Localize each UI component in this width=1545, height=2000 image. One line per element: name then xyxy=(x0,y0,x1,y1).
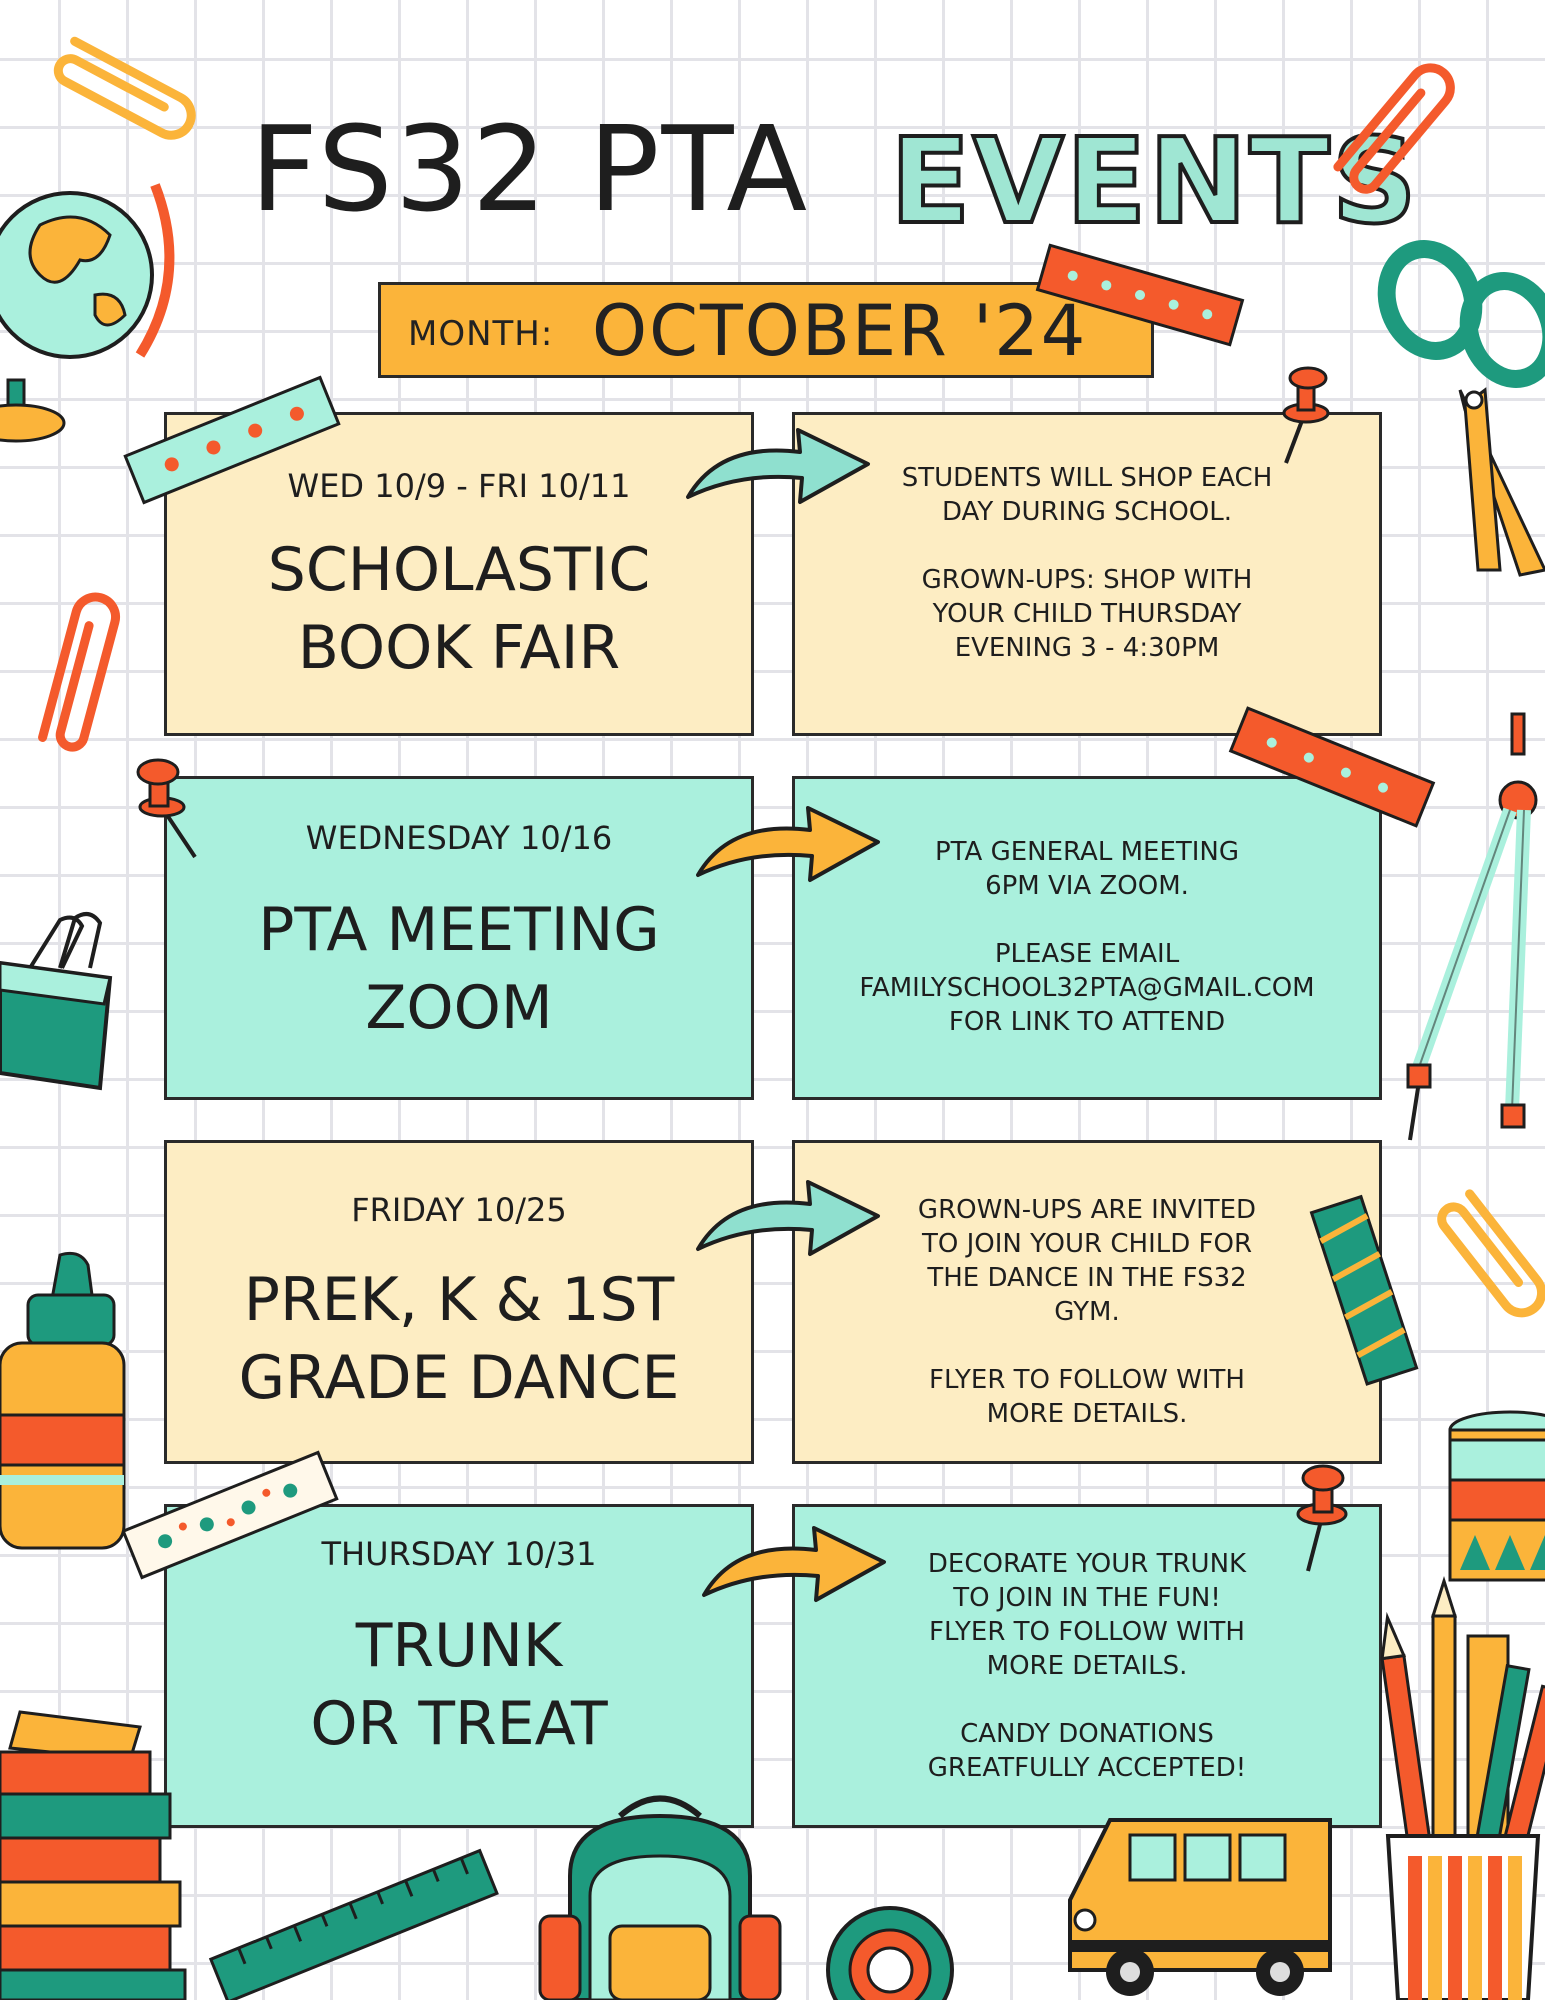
paperclip-icon xyxy=(1440,1180,1545,1330)
tape-roll-icon xyxy=(1440,1410,1545,1610)
event-date: FRIDAY 10/25 xyxy=(351,1191,567,1229)
event-title: TRUNK OR TREAT xyxy=(310,1611,608,1759)
arrow-icon xyxy=(690,1164,890,1264)
arrow-icon xyxy=(680,412,880,512)
ruler-icon xyxy=(200,1860,500,2000)
month-value: OCTOBER '24 xyxy=(592,290,1088,372)
pushpin-icon xyxy=(1268,358,1338,468)
scissors-icon xyxy=(1370,240,1545,580)
washi-tape-icon xyxy=(110,1450,350,1580)
pencil-cup-icon xyxy=(1378,1596,1545,2000)
books-icon xyxy=(0,1712,200,2000)
washi-tape-icon xyxy=(1310,1190,1420,1390)
title-main: FS32 PTA xyxy=(250,100,810,238)
binder-clip-icon xyxy=(0,908,130,1098)
event-details-text: GROWN-UPS ARE INVITED TO JOIN YOUR CHILD FOR THE DANCE IN THE FS32 GYM. FLYER TO FOLLOW WITH MORE DETAILS. xyxy=(917,1195,1257,1429)
paperclip-icon xyxy=(1320,40,1470,220)
compass-icon xyxy=(1400,710,1540,1150)
globe-icon xyxy=(0,165,190,465)
month-label: MONTH: xyxy=(408,314,554,354)
backpack-icon xyxy=(540,1786,780,2000)
school-bus-icon xyxy=(1050,1800,1350,2000)
event-card-3 xyxy=(164,1140,754,1464)
glue-bottle-icon xyxy=(0,1245,130,1555)
arrow-icon xyxy=(696,1510,896,1610)
event-card-2 xyxy=(164,776,754,1100)
event-date: THURSDAY 10/31 xyxy=(321,1535,597,1573)
event-details-text: DECORATE YOUR TRUNK TO JOIN IN THE FUN! FLYER TO FOLLOW WITH MORE DETAILS. CANDY DONATIONS GREATFULLY ACCEPTED! xyxy=(927,1549,1247,1783)
tape-roll-icon xyxy=(820,1900,960,2000)
event-details-text: PTA GENERAL MEETING 6PM VIA ZOOM. PLEASE EMAIL FAMILYSCHOOL32PTA@GMAIL.COM FOR LINK TO ATTEND xyxy=(859,837,1315,1037)
washi-tape-icon xyxy=(1030,250,1250,340)
pushpin-icon xyxy=(120,752,210,862)
event-date: WEDNESDAY 10/16 xyxy=(305,819,613,857)
event-date: WED 10/9 - FRI 10/11 xyxy=(287,467,631,505)
title-accent: EVENTS xyxy=(890,112,1419,250)
event-title: PREK, K & 1ST GRADE DANCE xyxy=(238,1265,680,1413)
event-title: SCHOLASTIC BOOK FAIR xyxy=(267,535,651,683)
paperclip-icon xyxy=(30,20,220,150)
event-title: PTA MEETING ZOOM xyxy=(258,895,660,1043)
paperclip-icon xyxy=(30,580,130,770)
event-details-text: STUDENTS WILL SHOP EACH DAY DURING SCHOOL. GROWN-UPS: SHOP WITH YOUR CHILD THURSDAY EVENING 3 - 4:30PM xyxy=(901,463,1273,663)
pushpin-icon xyxy=(1286,1456,1356,1576)
arrow-icon xyxy=(690,790,890,890)
